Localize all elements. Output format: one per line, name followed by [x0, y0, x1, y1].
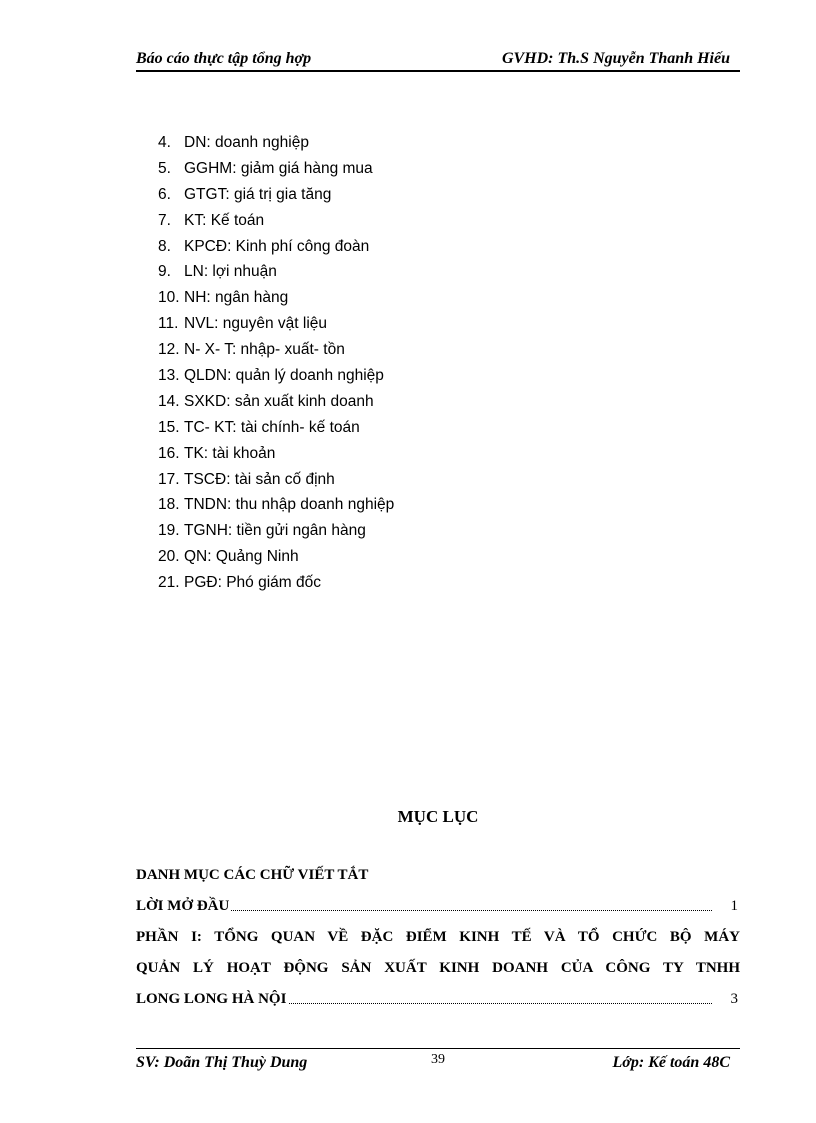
abbreviation-item	[158, 132, 608, 158]
abbreviation-text: KT: Kế toán	[184, 211, 265, 229]
toc-entry-part1-line3[interactable]	[136, 986, 740, 1017]
abbreviation-number: 21.	[158, 574, 180, 592]
toc-entry-text: DANH MỤC CÁC CHỮ VIẾT TẮT	[136, 867, 369, 883]
abbreviation-number: 14.	[158, 392, 180, 410]
abbreviation-number: 12.	[158, 341, 180, 359]
abbreviation-item	[158, 236, 608, 262]
abbreviation-number: 11.	[158, 315, 179, 333]
supervisor: GVHD: Th.S Nguyễn Thanh Hiếu	[501, 50, 730, 67]
abbreviation-item	[158, 365, 608, 391]
toc-entry-text: PHẦN I: TỔNG QUAN VỀ ĐẶC ĐIỂM KINH TẾ VÀ TỔ CHỨC BỘ MÁY	[136, 924, 740, 950]
abbreviation-text: TGNH: tiền gửi ngân hàng	[184, 522, 366, 540]
abbreviation-text: DN: doanh nghiệp	[184, 134, 309, 151]
page-footer	[136, 1048, 740, 1078]
abbreviation-item	[158, 546, 608, 572]
abbreviation-text: PGĐ: Phó giám đốc	[184, 574, 321, 592]
abbreviation-number: 7.	[158, 211, 171, 229]
abbreviation-item	[158, 417, 608, 443]
toc-entry-introduction[interactable]	[136, 893, 740, 924]
toc-page-number: 1	[731, 893, 739, 919]
abbreviation-item	[158, 443, 608, 469]
page-number: 39	[431, 1052, 445, 1067]
abbreviation-number: 17.	[158, 470, 180, 488]
abbreviation-number: 4.	[158, 134, 171, 151]
abbreviation-text: NH: ngân hàng	[184, 289, 289, 307]
toc-entry-part1-line1[interactable]	[136, 924, 740, 955]
abbreviation-item	[158, 520, 608, 546]
toc-title: MỤC LỤC	[397, 807, 479, 826]
abbreviation-item	[158, 469, 608, 495]
abbreviation-item	[158, 210, 608, 236]
abbreviation-text: LN: lợi nhuận	[184, 263, 277, 281]
abbreviation-number: 13.	[158, 367, 180, 385]
header-rule	[136, 70, 740, 72]
toc-entry-abbreviations[interactable]	[136, 862, 740, 893]
abbreviation-number: 16.	[158, 444, 180, 462]
abbreviation-text: QLDN: quản lý doanh nghiệp	[184, 367, 384, 385]
abbreviation-text: TSCĐ: tài sản cố định	[184, 470, 335, 488]
abbreviation-text: GTGT: giá trị gia tăng	[184, 185, 332, 203]
student-name: SV: Doãn Thị Thuỳ Dung	[136, 1054, 308, 1071]
toc-entry-text: QUẢN LÝ HOẠT ĐỘNG SẢN XUẤT KINH DOANH CỦA CÔNG TY TNHH	[136, 955, 740, 981]
abbreviation-text: TC- KT: tài chính- kế toán	[184, 418, 360, 436]
abbreviation-item	[158, 494, 608, 520]
table-of-contents	[136, 862, 740, 1017]
abbreviation-number: 8.	[158, 237, 171, 255]
toc-entry-part1-line2[interactable]	[136, 955, 740, 986]
abbreviation-number: 6.	[158, 185, 171, 203]
abbreviation-number: 20.	[158, 548, 180, 566]
abbreviation-item	[158, 339, 608, 365]
page-header	[136, 48, 740, 72]
abbreviation-number: 19.	[158, 522, 180, 540]
abbreviation-item	[158, 158, 608, 184]
abbreviation-list	[158, 132, 608, 598]
report-title: Báo cáo thực tập tổng hợp	[136, 50, 312, 67]
abbreviation-number: 9.	[158, 263, 171, 281]
abbreviation-item	[158, 391, 608, 417]
abbreviation-item	[158, 184, 608, 210]
abbreviation-text: SXKD: sản xuất kinh doanh	[184, 392, 374, 410]
abbreviation-text: TK: tài khoản	[184, 444, 276, 462]
class-name: Lớp: Kế toán 48C	[612, 1054, 730, 1071]
abbreviation-item	[158, 572, 608, 598]
abbreviation-item	[158, 261, 608, 287]
abbreviation-text: TNDN: thu nhập doanh nghiệp	[184, 496, 395, 514]
abbreviation-text: KPCĐ: Kinh phí công đoàn	[184, 237, 370, 255]
abbreviation-number: 10.	[158, 289, 180, 307]
toc-page-number: 3	[731, 986, 739, 1012]
abbreviation-text: N- X- T: nhập- xuất- tồn	[184, 341, 345, 359]
abbreviation-number: 18.	[158, 496, 180, 514]
toc-entry-text: LỜI MỞ ĐẦU	[136, 898, 230, 914]
footer-rule	[136, 1048, 740, 1049]
abbreviation-text: NVL: nguyên vật liệu	[184, 315, 328, 333]
abbreviation-number: 15.	[158, 418, 180, 436]
abbreviation-item	[158, 313, 608, 339]
abbreviation-item	[158, 287, 608, 313]
abbreviation-number: 5.	[158, 159, 171, 177]
abbreviation-text: QN: Quảng Ninh	[184, 548, 299, 566]
toc-entry-text: LONG LONG HÀ NỘI	[136, 991, 287, 1007]
abbreviation-text: GGHM: giảm giá hàng mua	[184, 159, 373, 177]
